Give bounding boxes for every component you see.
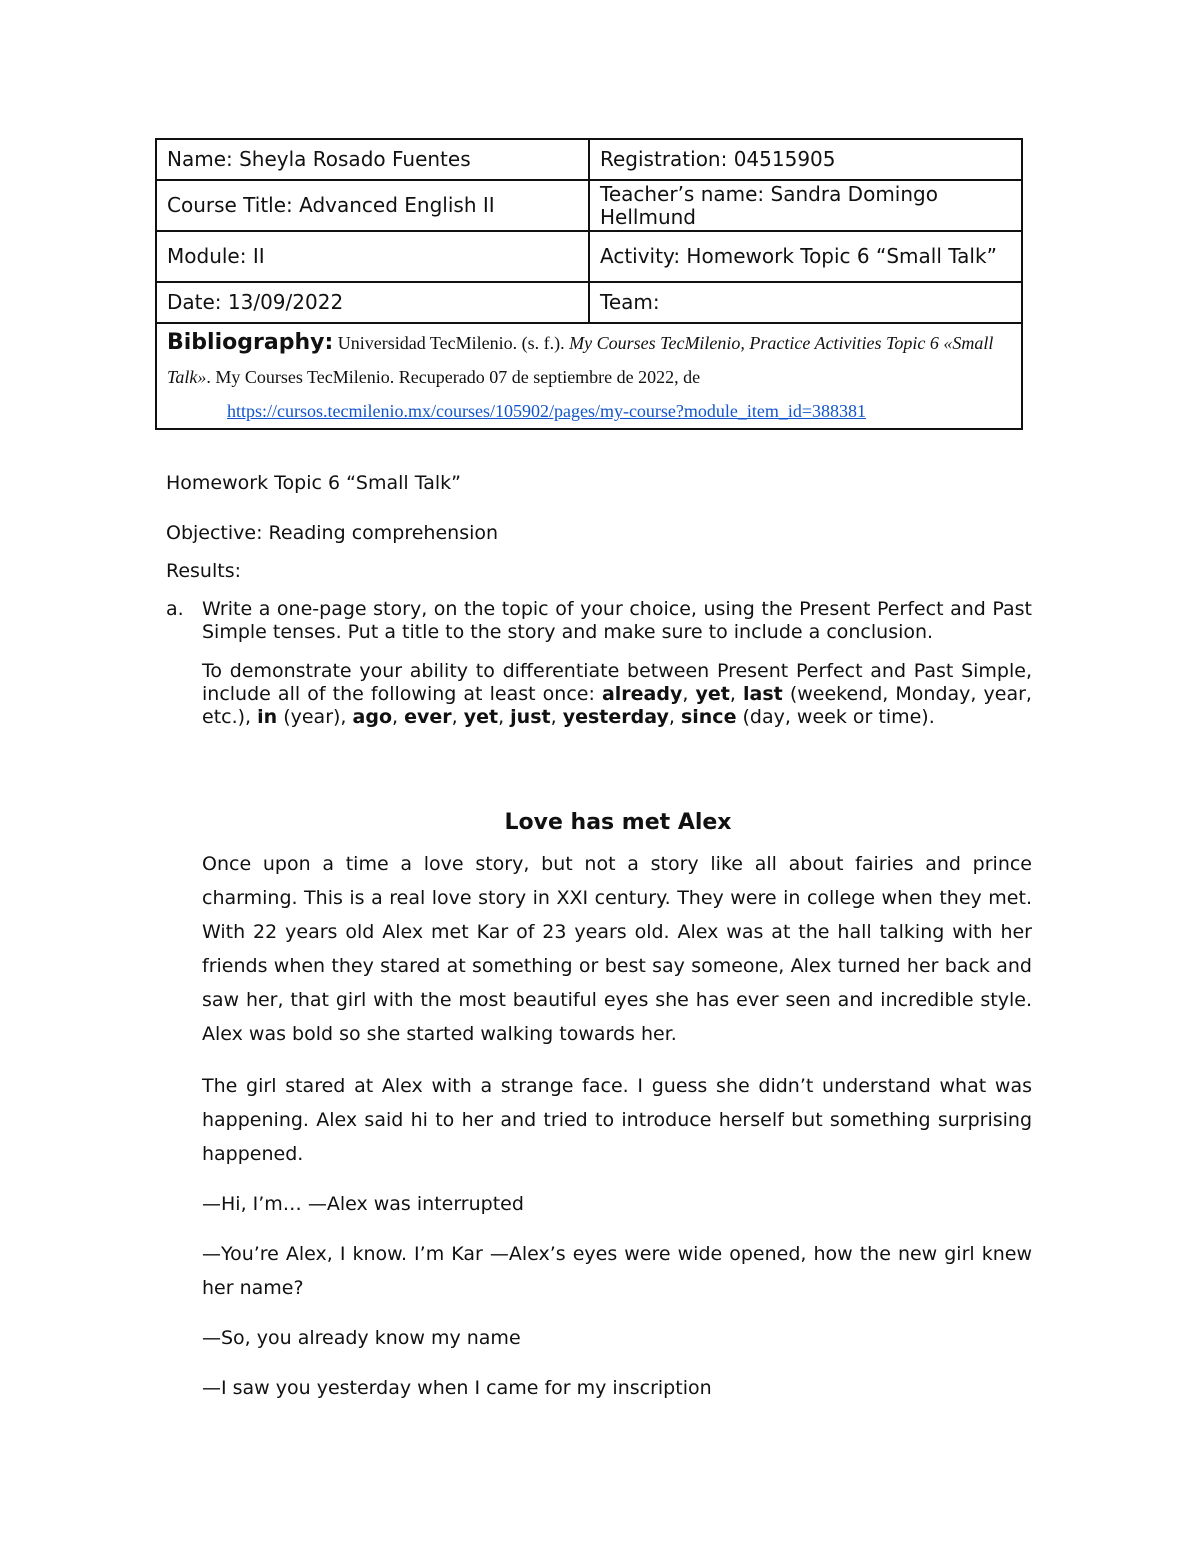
keyword: ago: [352, 706, 392, 728]
story-title: Love has met Alex: [504, 810, 732, 835]
table-row: [156, 180, 1022, 231]
course-cell: Course Title: Advanced English II: [156, 180, 589, 231]
separator: ,: [451, 706, 464, 728]
separator: (year),: [277, 706, 353, 728]
keyword: in: [257, 706, 278, 728]
keyword: just: [510, 706, 551, 728]
story-paragraph: The girl stared at Alex with a strange face. I guess she didn’t understand what was happening. Alex said hi to her and tried to introduce herself but something surprising happened.: [202, 1075, 1032, 1165]
separator: ,: [498, 706, 511, 728]
module-cell: Module: II: [156, 231, 589, 282]
story-paragraph: —I saw you yesterday when I came for my inscription: [202, 1377, 712, 1399]
demo-paragraph: [202, 660, 1032, 729]
keyword: yet: [695, 683, 730, 705]
bibliography-link[interactable]: https://cursos.tecmilenio.mx/courses/105902/pages/my-course?module_item_id=388381: [227, 401, 867, 421]
bibliography-title: My Courses TecMilenio, Practice Activities Topic 6 «Small Talk»: [167, 333, 994, 387]
objective-text: Objective: Reading comprehension: [166, 522, 499, 544]
table-row: [156, 231, 1022, 282]
bibliography-text: Universidad TecMilenio. (s. f.).: [333, 333, 570, 353]
table-row: [156, 323, 1022, 429]
keyword: ever: [404, 706, 452, 728]
date-cell: Date: 13/09/2022: [156, 282, 589, 323]
homework-title: Homework Topic 6 “Small Talk”: [166, 472, 461, 494]
keyword: last: [743, 683, 783, 705]
keyword: yesterday: [562, 706, 669, 728]
separator: (weekend, Monday, year, etc.),: [202, 683, 1032, 728]
activity-cell: Activity: Homework Topic 6 “Small Talk”: [589, 231, 1022, 282]
demo-intro: To demonstrate your ability to differentiate between Present Perfect and Past Simple, include all of the following at least once:: [202, 660, 1032, 705]
story-paragraph: Once upon a time a love story, but not a story like all about fairies and prince charming. This is a real love story in XXI century. They were in college when they met. With 22 years old Alex met Kar of 23 years old. Alex was at the hall talking with her friends when they stared at something or best say someone, Alex turned her back and saw her, that girl with the most beautiful eyes she has ever seen and incredible style. Alex was bold so she started walking towards her.: [202, 853, 1032, 1045]
bibliography-cell: [156, 323, 1022, 429]
separator: ,: [668, 706, 681, 728]
keyword: already: [601, 683, 683, 705]
team-cell: Team:: [589, 282, 1022, 323]
separator: ,: [729, 683, 743, 705]
info-table: [155, 138, 1023, 430]
story-paragraph: —You’re Alex, I know. I’m Kar —Alex’s eyes were wide opened, how the new girl knew her name?: [202, 1243, 1032, 1299]
bibliography-source: . My Courses TecMilenio. Recuperado 07 de septiembre de 2022, de: [206, 367, 701, 387]
separator: (day, week or time).: [736, 706, 935, 728]
teacher-cell: Teacher’s name: Sandra Domingo Hellmund: [589, 180, 1022, 231]
separator: ,: [392, 706, 405, 728]
story-paragraph: —So, you already know my name: [202, 1327, 521, 1349]
table-row: [156, 139, 1022, 180]
name-cell: Name: Sheyla Rosado Fuentes: [156, 139, 589, 180]
story-paragraph: —Hi, I’m… —Alex was interrupted: [202, 1193, 524, 1215]
list-item-text: Write a one-page story, on the topic of your choice, using the Present Perfect and Past Simple tenses. Put a title to the story and make sure to include a conclusion.: [202, 598, 1032, 643]
keyword: yet: [463, 706, 499, 728]
separator: ,: [682, 683, 696, 705]
bibliography-label: Bibliography:: [167, 330, 334, 355]
results-label: Results:: [166, 560, 242, 582]
list-marker: a.: [166, 598, 184, 620]
keyword: since: [680, 706, 737, 728]
table-row: [156, 282, 1022, 323]
registration-cell: Registration: 04515905: [589, 139, 1022, 180]
separator: ,: [550, 706, 563, 728]
